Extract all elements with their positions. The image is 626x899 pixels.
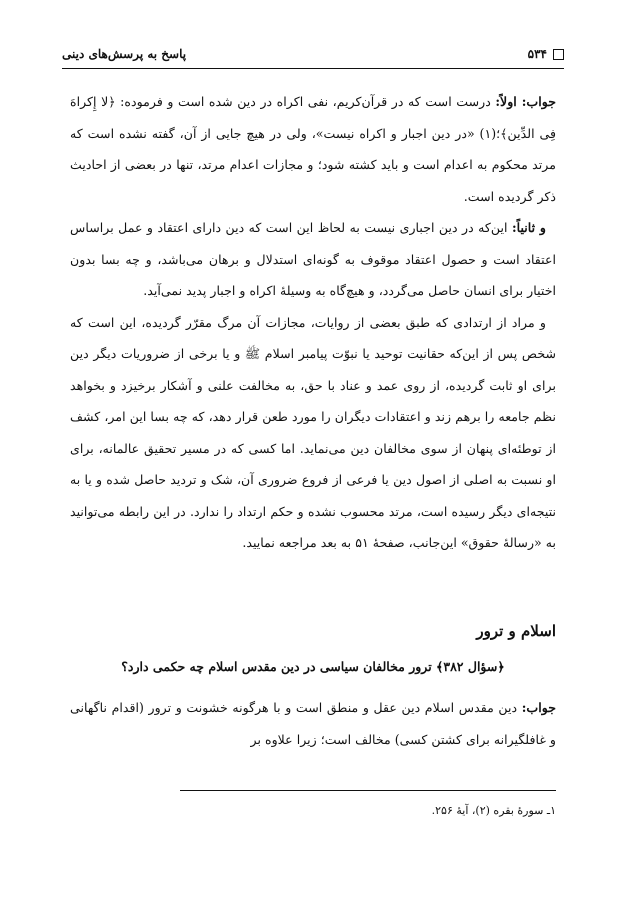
section-heading: اسلام و ترور	[476, 622, 556, 640]
paragraph-1-text: درست است که در قرآن‌کریم، نفی اکراه در دین شده است و فرموده: ﴿لا إِکراهَ فِی الدِّین﴾؛(۱) «در دین اجبار و اکراه نیست»، ولی در هیچ جایی از آن، گفته نشده است که مرتد محکوم به اعدام است و باید کشته شود؛ و مجازات اعدام مرتد، تنها در بعضی از احادیث ذکر گردیده است.	[70, 94, 556, 204]
paragraph-2	[70, 212, 556, 307]
footnote-divider	[180, 790, 556, 791]
main-text	[70, 86, 556, 559]
page-number: ۵۳۴	[527, 47, 547, 61]
footnote: ۱ـ سورهٔ بقره (۲)، آیهٔ ۲۵۶.	[431, 804, 556, 817]
answer-text: دین مقدس اسلام دین عقل و منطق است و با هرگونه خشونت و ترور (اقدام ناگهانی و غافلگیرانه برای کشتن کسی) مخالف است؛ زیرا علاوه بر	[70, 700, 556, 747]
running-title: پاسخ به پرسش‌های دینی	[62, 47, 187, 61]
answer-lead-2: جواب:	[521, 700, 556, 715]
answer-paragraph	[70, 692, 556, 755]
paragraph-1	[70, 86, 556, 212]
paragraph-2-text: این‌که در دین اجباری نیست به لحاظ این است که دین دارای اعتقاد و عمل براساس اعتقاد است و حصول اعتقاد موقوف به گونه‌ای استدلال و برهان می‌باشد، و چه بسا بدون اختیار برای انسان حاصل می‌گردد، و هیچ‌گاه به وسیلهٔ اکراه و اجبار پدید نمی‌آید.	[70, 220, 556, 298]
answer-block	[70, 692, 556, 755]
square-ornament-icon	[553, 49, 564, 60]
page-number-group	[528, 47, 564, 61]
header-divider	[62, 68, 564, 69]
answer-lead: جواب: اولاً:	[495, 94, 556, 109]
page-header	[62, 44, 564, 64]
secondly-lead: و ثانیاً:	[511, 220, 547, 235]
paragraph-3-text: و مراد از ارتدادی که طبق بعضی از روایات، مجازات آن مرگ مقرّر گردیده، این است که شخص پس از این‌که حقانیت توحید یا نبوّت پیامبر اسلام ﷺ و یا برخی از ضروریات دیگر دین برای او ثابت گردیده، از روی عمد و عناد با حق، به مخالفت علنی و آشکار برخیزد و بخواهد نظم جامعه را برهم زند و اعتقادات دیگران را مورد طعن قرار دهد، که چه بسا این امر، کشف از توطئه‌ای پنهان از سوی مخالفان دین می‌نماید. اما کسی که در مسیر تحقیق عالمانه، برای او نسبت به اصلی از اصول دین یا فرعی از فروع ضروری آن، شک و تردید حاصل شده و یا به نتیجه‌ای دیگر رسیده است، مرتد محسوب نشده و حکم ارتداد را ندارد. در این رابطه می‌توانید به «رسالهٔ حقوق» این‌جانب، صفحهٔ ۵۱ به بعد مراجعه نمایید.	[70, 314, 556, 550]
paragraph-3	[70, 307, 556, 559]
question-line: ﴿سؤال ۳۸۲﴾ ترور مخالفان سیاسی در دین مقدس اسلام چه حکمی دارد؟	[121, 659, 505, 674]
